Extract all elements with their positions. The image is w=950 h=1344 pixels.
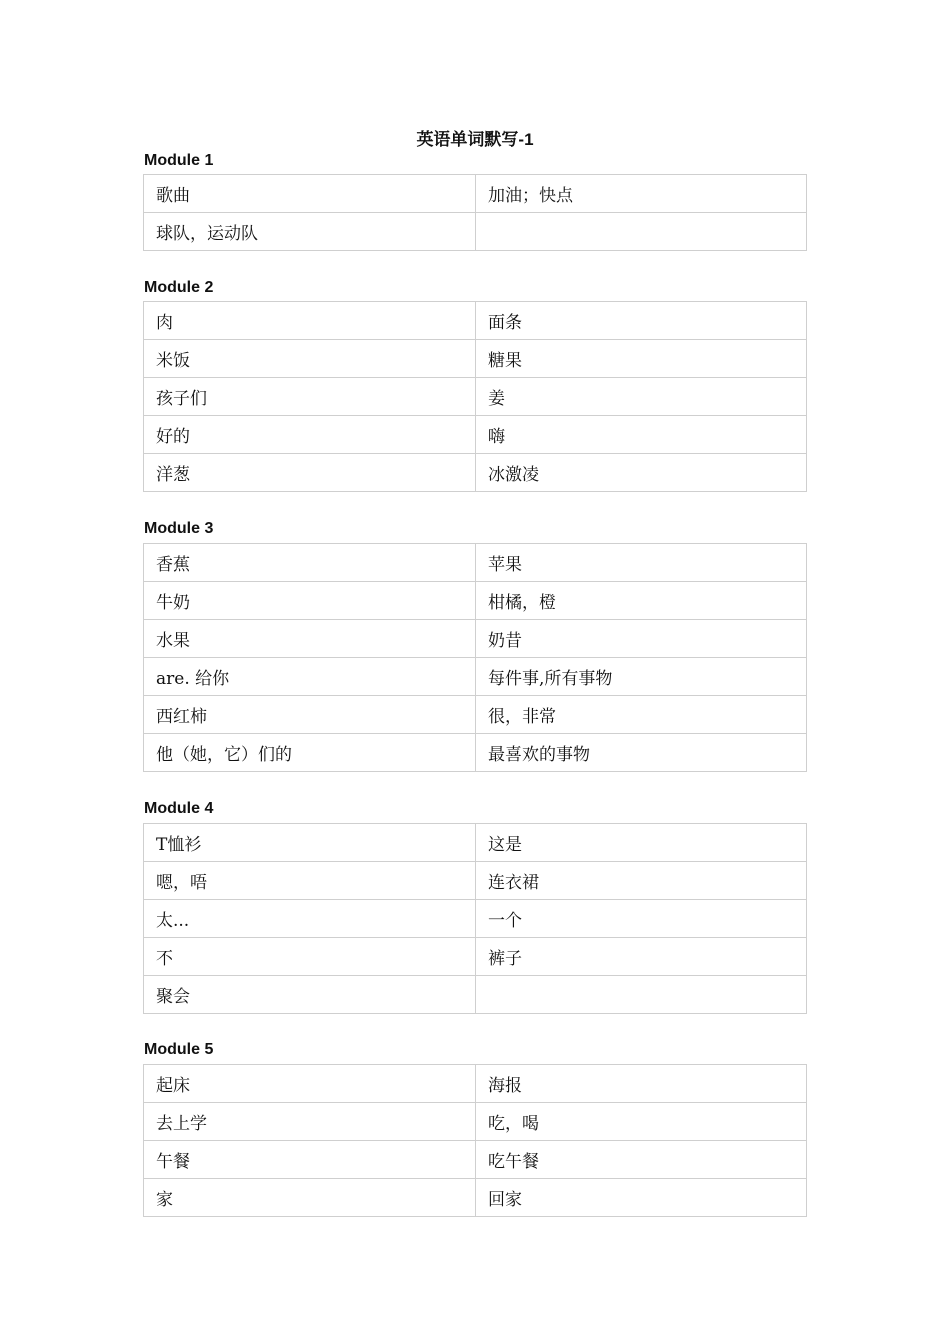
word-cell: 连衣裙 — [476, 862, 807, 900]
word-cell: 柑橘，橙 — [476, 582, 807, 620]
word-cell: 不 — [144, 938, 476, 976]
table-row — [144, 824, 807, 862]
word-cell: 加油；快点 — [476, 175, 807, 213]
word-cell: 米饭 — [144, 340, 476, 378]
module-1-heading: Module 1 — [144, 152, 214, 169]
word-cell: 冰激凌 — [476, 454, 807, 492]
word-cell: 吃，喝 — [476, 1103, 807, 1141]
word-cell: T恤衫 — [144, 824, 476, 862]
table-row — [144, 1103, 807, 1141]
word-cell: 海报 — [476, 1065, 807, 1103]
word-cell: 肉 — [144, 302, 476, 340]
word-cell: 吃午餐 — [476, 1141, 807, 1179]
table-row — [144, 1141, 807, 1179]
word-cell: 姜 — [476, 378, 807, 416]
word-cell: 最喜欢的事物 — [476, 734, 807, 772]
table-row — [144, 340, 807, 378]
word-cell: 好的 — [144, 416, 476, 454]
word-cell: are. 给你 — [144, 658, 476, 696]
page-title: 英语单词默写-1 — [416, 130, 534, 149]
table-row — [144, 734, 807, 772]
table-row — [144, 862, 807, 900]
word-cell: 孩子们 — [144, 378, 476, 416]
table-row — [144, 582, 807, 620]
word-cell: 球队，运动队 — [144, 213, 476, 251]
word-cell: 回家 — [476, 1179, 807, 1217]
word-cell: 牛奶 — [144, 582, 476, 620]
word-cell: 起床 — [144, 1065, 476, 1103]
word-cell: 面条 — [476, 302, 807, 340]
module-2-heading: Module 2 — [144, 279, 214, 296]
table-row — [144, 302, 807, 340]
word-cell: 很，非常 — [476, 696, 807, 734]
module-4-heading: Module 4 — [144, 800, 214, 817]
module-4-table — [143, 823, 807, 1014]
module-3-heading: Module 3 — [144, 520, 214, 537]
word-cell: 糖果 — [476, 340, 807, 378]
word-cell: 去上学 — [144, 1103, 476, 1141]
table-row — [144, 620, 807, 658]
word-cell — [476, 976, 807, 1014]
table-row — [144, 454, 807, 492]
module-1-table — [143, 174, 807, 251]
module-3-table — [143, 543, 807, 772]
word-cell: 这是 — [476, 824, 807, 862]
module-2-table — [143, 301, 807, 492]
module-5-heading: Module 5 — [144, 1041, 214, 1058]
table-row — [144, 544, 807, 582]
table-row — [144, 900, 807, 938]
word-cell: 歌曲 — [144, 175, 476, 213]
table-row — [144, 175, 807, 213]
word-cell: 家 — [144, 1179, 476, 1217]
word-cell: 水果 — [144, 620, 476, 658]
word-cell: 奶昔 — [476, 620, 807, 658]
word-cell: 每件事,所有事物 — [476, 658, 807, 696]
module-5-table — [143, 1064, 807, 1217]
table-row — [144, 378, 807, 416]
word-cell — [476, 213, 807, 251]
word-cell: 太... — [144, 900, 476, 938]
table-row — [144, 696, 807, 734]
word-cell: 香蕉 — [144, 544, 476, 582]
word-cell: 一个 — [476, 900, 807, 938]
table-row — [144, 416, 807, 454]
word-cell: 苹果 — [476, 544, 807, 582]
table-row — [144, 938, 807, 976]
word-cell: 午餐 — [144, 1141, 476, 1179]
word-cell: 西红柿 — [144, 696, 476, 734]
word-cell: 嗯，唔 — [144, 862, 476, 900]
table-row — [144, 1065, 807, 1103]
word-cell: 聚会 — [144, 976, 476, 1014]
table-row — [144, 213, 807, 251]
word-cell: 他（她，它）们的 — [144, 734, 476, 772]
word-cell: 裤子 — [476, 938, 807, 976]
word-cell: 洋葱 — [144, 454, 476, 492]
word-cell: 嗨 — [476, 416, 807, 454]
table-row — [144, 1179, 807, 1217]
table-row — [144, 976, 807, 1014]
table-row — [144, 658, 807, 696]
